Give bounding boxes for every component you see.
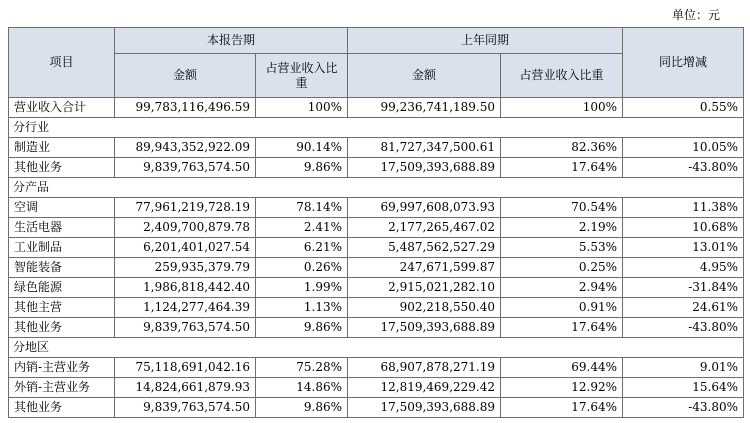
row-label: 其他业务: [9, 158, 115, 178]
total-label: 营业收入合计: [9, 98, 115, 118]
row-prior-amount: 2,915,021,282.10: [348, 278, 501, 298]
row-prior-ratio: 82.36%: [501, 138, 623, 158]
section-row: [9, 178, 744, 198]
row-prior-ratio: 17.64%: [501, 398, 623, 418]
row-prior-amount: 17,509,393,688.89: [348, 158, 501, 178]
table-row: [9, 218, 744, 238]
row-prior-amount: 12,819,469,229.42: [348, 378, 501, 398]
revenue-table: [8, 27, 744, 418]
row-yoy: 10.05%: [623, 138, 744, 158]
row-prior-amount: 81,727,347,500.61: [348, 138, 501, 158]
row-prior-ratio: 2.94%: [501, 278, 623, 298]
section-title: 分产品: [9, 178, 744, 198]
row-label: 其他业务: [9, 318, 115, 338]
section-row: [9, 338, 744, 358]
row-prior-amount: 68,907,878,271.19: [348, 358, 501, 378]
row-yoy: -31.84%: [623, 278, 744, 298]
header-prior-period: 上年同期: [348, 28, 623, 54]
row-current-amount: 77,961,219,728.19: [115, 198, 256, 218]
row-current-ratio: 2.41%: [256, 218, 348, 238]
row-label: 绿色能源: [9, 278, 115, 298]
total-current-amount: 99,783,116,496.59: [115, 98, 256, 118]
row-current-amount: 75,118,691,042.16: [115, 358, 256, 378]
table-row: [9, 198, 744, 218]
total-row: [9, 98, 744, 118]
row-label: 空调: [9, 198, 115, 218]
row-prior-ratio: 12.92%: [501, 378, 623, 398]
row-current-ratio: 1.99%: [256, 278, 348, 298]
row-current-ratio: 90.14%: [256, 138, 348, 158]
row-current-amount: 1,124,277,464.39: [115, 298, 256, 318]
table-row: [9, 278, 744, 298]
section-title: 分行业: [9, 118, 744, 138]
header-item: 项目: [9, 28, 115, 98]
row-label: 其他业务: [9, 398, 115, 418]
row-yoy: 15.64%: [623, 378, 744, 398]
row-prior-amount: 69,997,608,073.93: [348, 198, 501, 218]
row-current-amount: 14,824,661,879.93: [115, 378, 256, 398]
row-current-amount: 259,935,379.79: [115, 258, 256, 278]
row-yoy: 4.95%: [623, 258, 744, 278]
row-yoy: -43.80%: [623, 318, 744, 338]
row-current-amount: 9,839,763,574.50: [115, 318, 256, 338]
table-row: [9, 158, 744, 178]
table-row: [9, 358, 744, 378]
row-yoy: 11.38%: [623, 198, 744, 218]
row-prior-amount: 5,487,562,527.29: [348, 238, 501, 258]
row-label: 其他主营: [9, 298, 115, 318]
row-current-amount: 2,409,700,879.78: [115, 218, 256, 238]
row-yoy: 24.61%: [623, 298, 744, 318]
row-current-ratio: 9.86%: [256, 318, 348, 338]
row-current-amount: 9,839,763,574.50: [115, 158, 256, 178]
row-label: 智能装备: [9, 258, 115, 278]
row-prior-ratio: 17.64%: [501, 158, 623, 178]
header-prior-ratio: 占营业收入比重: [501, 54, 623, 98]
unit-label: 单位：元: [671, 8, 720, 22]
row-current-ratio: 75.28%: [256, 358, 348, 378]
row-current-amount: 89,943,352,922.09: [115, 138, 256, 158]
row-label: 制造业: [9, 138, 115, 158]
row-label: 工业制品: [9, 238, 115, 258]
row-yoy: -43.80%: [623, 158, 744, 178]
row-label: 外销-主营业务: [9, 378, 115, 398]
row-prior-amount: 2,177,265,467.02: [348, 218, 501, 238]
table-body: [9, 28, 744, 418]
row-current-ratio: 78.14%: [256, 198, 348, 218]
row-label: 生活电器: [9, 218, 115, 238]
row-prior-amount: 247,671,599.87: [348, 258, 501, 278]
row-current-ratio: 14.86%: [256, 378, 348, 398]
total-yoy: 0.55%: [623, 98, 744, 118]
row-yoy: 9.01%: [623, 358, 744, 378]
header-yoy: 同比增减: [623, 28, 744, 98]
table-row: [9, 298, 744, 318]
row-prior-ratio: 70.54%: [501, 198, 623, 218]
row-prior-amount: 902,218,550.40: [348, 298, 501, 318]
table-row: [9, 138, 744, 158]
row-prior-amount: 17,509,393,688.89: [348, 398, 501, 418]
table-row: [9, 318, 744, 338]
row-yoy: -43.80%: [623, 398, 744, 418]
row-current-ratio: 1.13%: [256, 298, 348, 318]
row-current-ratio: 0.26%: [256, 258, 348, 278]
row-prior-ratio: 2.19%: [501, 218, 623, 238]
section-row: [9, 118, 744, 138]
table-row: [9, 378, 744, 398]
total-current-ratio: 100%: [256, 98, 348, 118]
header-current-period: 本报告期: [115, 28, 348, 54]
header-row-1: [9, 28, 744, 54]
row-current-ratio: 9.86%: [256, 158, 348, 178]
header-current-amount: 金额: [115, 54, 256, 98]
row-prior-ratio: 0.91%: [501, 298, 623, 318]
row-label: 内销-主营业务: [9, 358, 115, 378]
row-yoy: 13.01%: [623, 238, 744, 258]
row-current-amount: 1,986,818,442.40: [115, 278, 256, 298]
row-current-amount: 9,839,763,574.50: [115, 398, 256, 418]
total-prior-amount: 99,236,741,189.50: [348, 98, 501, 118]
row-yoy: 10.68%: [623, 218, 744, 238]
row-current-amount: 6,201,401,027.54: [115, 238, 256, 258]
section-title: 分地区: [9, 338, 744, 358]
table-row: [9, 258, 744, 278]
total-prior-ratio: 100%: [501, 98, 623, 118]
table-row: [9, 398, 744, 418]
table-row: [9, 238, 744, 258]
row-current-ratio: 9.86%: [256, 398, 348, 418]
row-prior-ratio: 69.44%: [501, 358, 623, 378]
row-prior-ratio: 5.53%: [501, 238, 623, 258]
header-prior-amount: 金额: [348, 54, 501, 98]
header-current-ratio: 占营业收入比重: [256, 54, 348, 98]
row-prior-ratio: 17.64%: [501, 318, 623, 338]
row-prior-ratio: 0.25%: [501, 258, 623, 278]
row-prior-amount: 17,509,393,688.89: [348, 318, 501, 338]
row-current-ratio: 6.21%: [256, 238, 348, 258]
